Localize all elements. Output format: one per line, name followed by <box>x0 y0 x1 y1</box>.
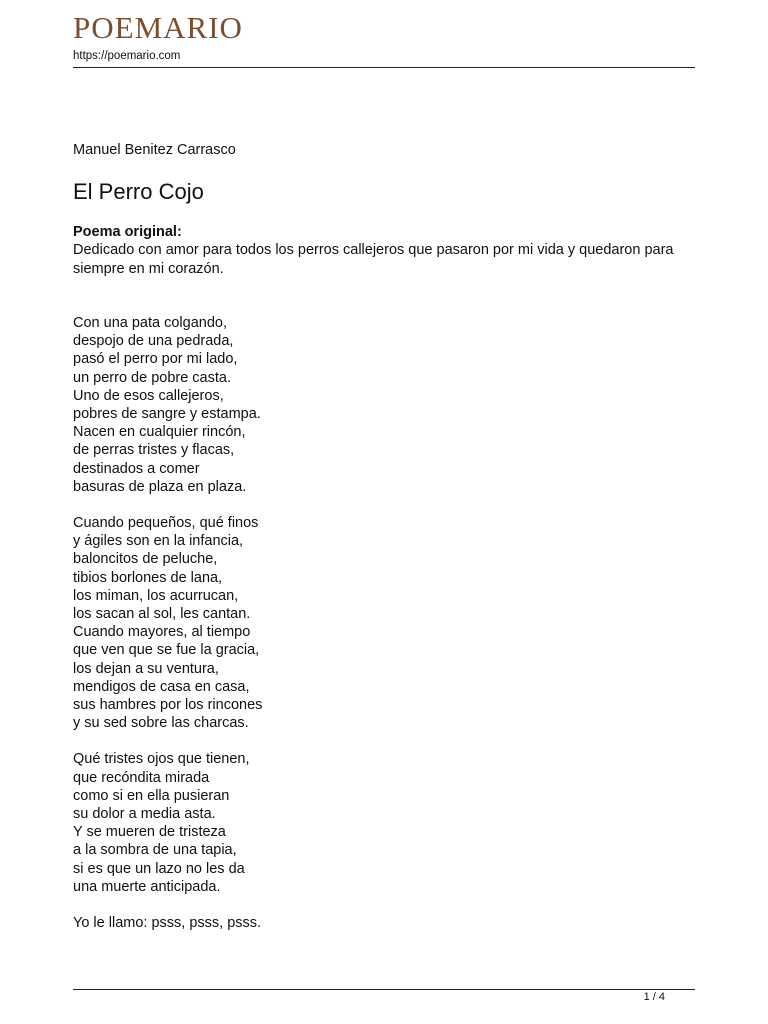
poem-line: baloncitos de peluche, <box>73 551 218 568</box>
poem-line: los sacan al sol, les cantan. <box>73 606 251 623</box>
poem-line: destinados a comer <box>73 460 200 477</box>
poem-stanza <box>73 514 695 732</box>
poem-line: Y se mueren de tristeza <box>73 824 226 841</box>
author-name: Manuel Benitez Carrasco <box>73 142 236 158</box>
poem-title: El Perro Cojo <box>73 179 204 204</box>
poem-line: despojo de una pedrada, <box>73 333 234 350</box>
poem-line: un perro de pobre casta. <box>73 369 231 386</box>
poem-line: que recóndita mirada <box>73 769 210 786</box>
poem-line: si es que un lazo no les da <box>73 860 245 877</box>
poem-line: y ágiles son en la infancia, <box>73 533 244 550</box>
document-body <box>73 141 695 932</box>
poem-line: Uno de esos callejeros, <box>73 387 224 404</box>
poem-line: Nacen en cualquier rincón, <box>73 424 246 441</box>
poem-line: los dejan a su ventura, <box>73 660 219 677</box>
poem-line: su dolor a media asta. <box>73 806 216 823</box>
poem-line: pasó el perro por mi lado, <box>73 351 238 368</box>
poem-line: mendigos de casa en casa, <box>73 678 250 695</box>
poem-stanza <box>73 750 695 896</box>
poemario-logo[interactable]: POEMARIO <box>73 10 243 45</box>
poem-stanza <box>73 314 695 496</box>
poem-line: de perras tristes y flacas, <box>73 442 235 459</box>
poem-line: Cuando pequeños, qué finos <box>73 515 259 532</box>
header-divider <box>73 67 695 68</box>
page-number: 1 / 4 <box>643 991 665 1003</box>
poem-body <box>73 314 695 950</box>
footer-divider <box>73 989 695 990</box>
intro-section <box>73 223 695 279</box>
poem-line: Con una pata colgando, <box>73 315 227 331</box>
poem-line: Yo le llamo: psss, psss, psss. <box>73 915 262 932</box>
poem-line: Cuando mayores, al tiempo <box>73 624 251 641</box>
poem-line: sus hambres por los rincones <box>73 697 263 714</box>
poem-line: y su sed sobre las charcas. <box>73 715 249 732</box>
poem-line: una muerte anticipada. <box>73 878 221 895</box>
poem-line: basuras de plaza en plaza. <box>73 478 247 495</box>
poem-line: como si en ella pusieran <box>73 787 230 804</box>
poem-line: a la sombra de una tapia, <box>73 842 237 859</box>
poem-line: que ven que se fue la gracia, <box>73 642 260 659</box>
poem-line: tibios borlones de lana, <box>73 569 223 586</box>
page-header <box>73 10 695 63</box>
poem-stanza <box>73 914 695 932</box>
poem-line: Qué tristes ojos que tienen, <box>73 751 250 768</box>
poem-line: los miman, los acurrucan, <box>73 587 239 604</box>
poem-line: pobres de sangre y estampa. <box>73 406 261 423</box>
site-url[interactable]: https://poemario.com <box>73 50 181 62</box>
intro-heading: Poema original: <box>73 224 182 240</box>
dedication-text: Dedicado con amor para todos los perros callejeros que pasaron por mi vida y quedaron para siempre en mi corazón. <box>73 242 674 277</box>
